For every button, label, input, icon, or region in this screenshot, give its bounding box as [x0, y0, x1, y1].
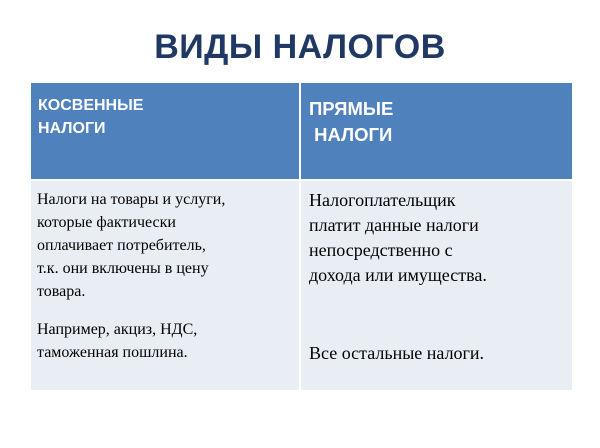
- indirect-desc-line-3: оплачивает потребитель,: [37, 237, 206, 254]
- direct-desc-line-4: дохода или имущества.: [309, 265, 487, 285]
- slide-title: ВИДЫ НАЛОГОВ: [154, 28, 446, 66]
- indirect-taxes-description: [31, 181, 299, 390]
- indirect-example-line-1: Например, акциз, НДС,: [37, 321, 198, 338]
- header-indirect-taxes: [31, 83, 299, 179]
- paragraph-spacer: [37, 303, 299, 318]
- direct-taxes-description: [301, 181, 572, 390]
- direct-desc-line-2: платит данные налоги: [309, 215, 479, 235]
- header-direct-taxes: [301, 83, 572, 179]
- indirect-desc-line-1: Налоги на товары и услуги,: [37, 191, 226, 208]
- indirect-desc-line-4: т.к. они включены в цену: [37, 260, 209, 277]
- direct-desc-line-3: непосредственно с: [309, 240, 453, 260]
- row-divider: [31, 179, 572, 181]
- indirect-desc-line-2: которые фактически: [37, 214, 176, 231]
- header-direct-line-1: ПРЯМЫЕ: [309, 98, 394, 119]
- header-direct-line-2: НАЛОГИ: [309, 124, 393, 145]
- header-indirect-line-2: НАЛОГИ: [38, 120, 106, 137]
- tax-types-table: [30, 82, 571, 389]
- direct-desc-line-1: Налогоплательщик: [309, 190, 456, 210]
- column-divider: [299, 83, 301, 390]
- indirect-desc-line-5: товара.: [37, 283, 86, 300]
- indirect-example-line-2: таможенная пошлина.: [37, 344, 188, 361]
- header-indirect-line-1: КОСВЕННЫЕ: [38, 97, 144, 114]
- direct-example-line-1: Все остальные налоги.: [309, 343, 485, 363]
- paragraph-spacer: [309, 288, 572, 341]
